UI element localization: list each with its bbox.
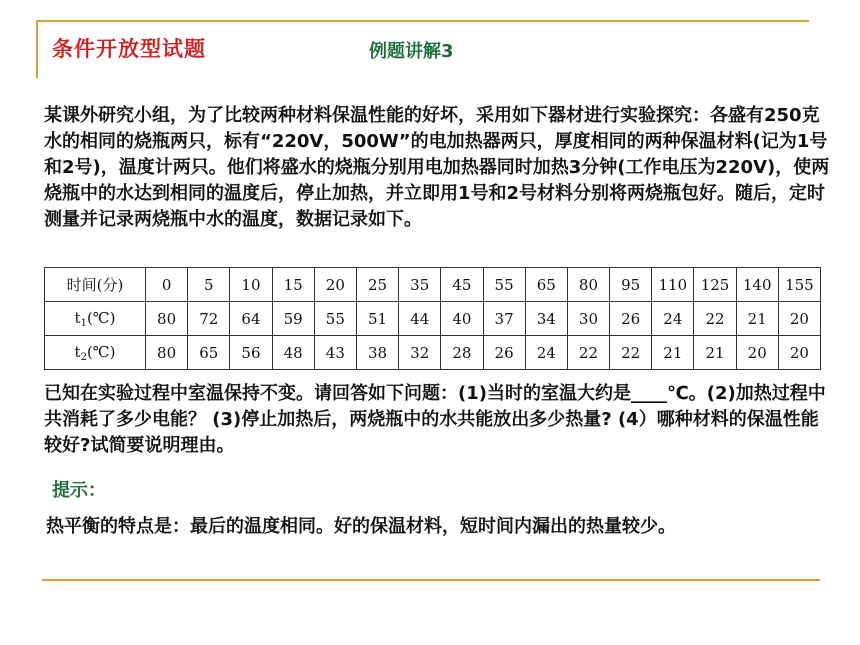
table-cell: 43	[314, 336, 356, 370]
table-cell: 37	[483, 302, 525, 336]
row-header-unit: (℃)	[86, 342, 116, 361]
table-cell: 44	[399, 302, 441, 336]
row-header-label: 时间(分)	[66, 276, 124, 294]
table-cell: 32	[399, 336, 441, 370]
table-row	[45, 268, 821, 302]
row-header-subscript: 2	[80, 351, 87, 363]
table-cell: 30	[567, 302, 609, 336]
table-cell: 26	[483, 336, 525, 370]
table-cell: 55	[483, 268, 525, 302]
page-title: 条件开放型试题	[52, 37, 206, 61]
table-cell: 155	[778, 268, 820, 302]
table-cell: 38	[356, 336, 398, 370]
table-cell: 21	[694, 336, 736, 370]
table-cell: 22	[567, 336, 609, 370]
table-cell: 80	[146, 302, 188, 336]
page-subtitle: 例题讲解3	[369, 41, 454, 62]
table-cell: 51	[356, 302, 398, 336]
table-cell: 20	[314, 268, 356, 302]
table-cell: 20	[778, 302, 820, 336]
table-cell: 35	[399, 268, 441, 302]
table-row	[45, 302, 821, 336]
table-cell: 24	[525, 336, 567, 370]
row-header	[45, 268, 146, 302]
table-cell: 20	[736, 336, 778, 370]
table-cell: 40	[441, 302, 483, 336]
table-cell: 45	[441, 268, 483, 302]
table-cell: 65	[188, 336, 230, 370]
table-cell: 25	[356, 268, 398, 302]
table-cell: 22	[610, 336, 652, 370]
table-cell: 21	[652, 336, 694, 370]
table-cell: 140	[736, 268, 778, 302]
table-cell: 55	[314, 302, 356, 336]
hint-label: 提示：	[52, 480, 106, 501]
table-cell: 125	[694, 268, 736, 302]
table-cell: 5	[188, 268, 230, 302]
row-header	[45, 336, 146, 370]
table-cell: 110	[652, 268, 694, 302]
problem-intro: 某课外研究小组，为了比较两种材料保温性能的好坏，采用如下器材进行实验探究：各盛有250克水的相同的烧瓶两只，标有“220V，500W”的电加热器两只，厚度相同的两种保温材料(记为1号和2号)，温度计两只。他们将盛水的烧瓶分别用电加热器同时加热3分钟(工作电压为220V)，使两烧瓶中的水达到相同的温度后，停止加热，并立即用1号和2号材料分别将两烧瓶包好。随后，定时测量并记录两烧瓶中水的温度，数据记录如下。	[44, 105, 830, 230]
table-cell: 80	[567, 268, 609, 302]
table-cell: 24	[652, 302, 694, 336]
table-cell: 10	[230, 268, 272, 302]
table-cell: 48	[272, 336, 314, 370]
data-table	[44, 267, 821, 370]
hint-text: 热平衡的特点是：最后的温度相同。好的保温材料，短时间内漏出的热量较少。	[46, 516, 676, 537]
bottom-divider	[42, 579, 820, 581]
row-header	[45, 302, 146, 336]
problem-questions: 已知在实验过程中室温保持不变。请回答如下问题：(1)当时的室温大约是____℃。(2)加热过程中共消耗了多少电能？ (3)停止加热后，两烧瓶中的水共能放出多少热量? (4）哪种材料的保温性能较好?试简要说明理由。	[44, 383, 826, 456]
table-cell: 26	[610, 302, 652, 336]
table-cell: 56	[230, 336, 272, 370]
table-cell: 64	[230, 302, 272, 336]
left-divider	[36, 20, 38, 78]
table-cell: 15	[272, 268, 314, 302]
table-cell: 95	[610, 268, 652, 302]
table-cell: 0	[146, 268, 188, 302]
table-cell: 28	[441, 336, 483, 370]
row-header-symbol: t	[74, 308, 81, 327]
table-cell: 20	[778, 336, 820, 370]
row-header-unit: (℃)	[86, 308, 116, 327]
table-cell: 65	[525, 268, 567, 302]
row-header-subscript: 1	[80, 317, 87, 329]
table-cell: 72	[188, 302, 230, 336]
top-divider	[37, 20, 809, 22]
table-cell: 80	[146, 336, 188, 370]
table-cell: 59	[272, 302, 314, 336]
table-cell: 22	[694, 302, 736, 336]
table-cell: 21	[736, 302, 778, 336]
table-cell: 34	[525, 302, 567, 336]
table-row	[45, 336, 821, 370]
row-header-symbol: t	[74, 342, 81, 361]
